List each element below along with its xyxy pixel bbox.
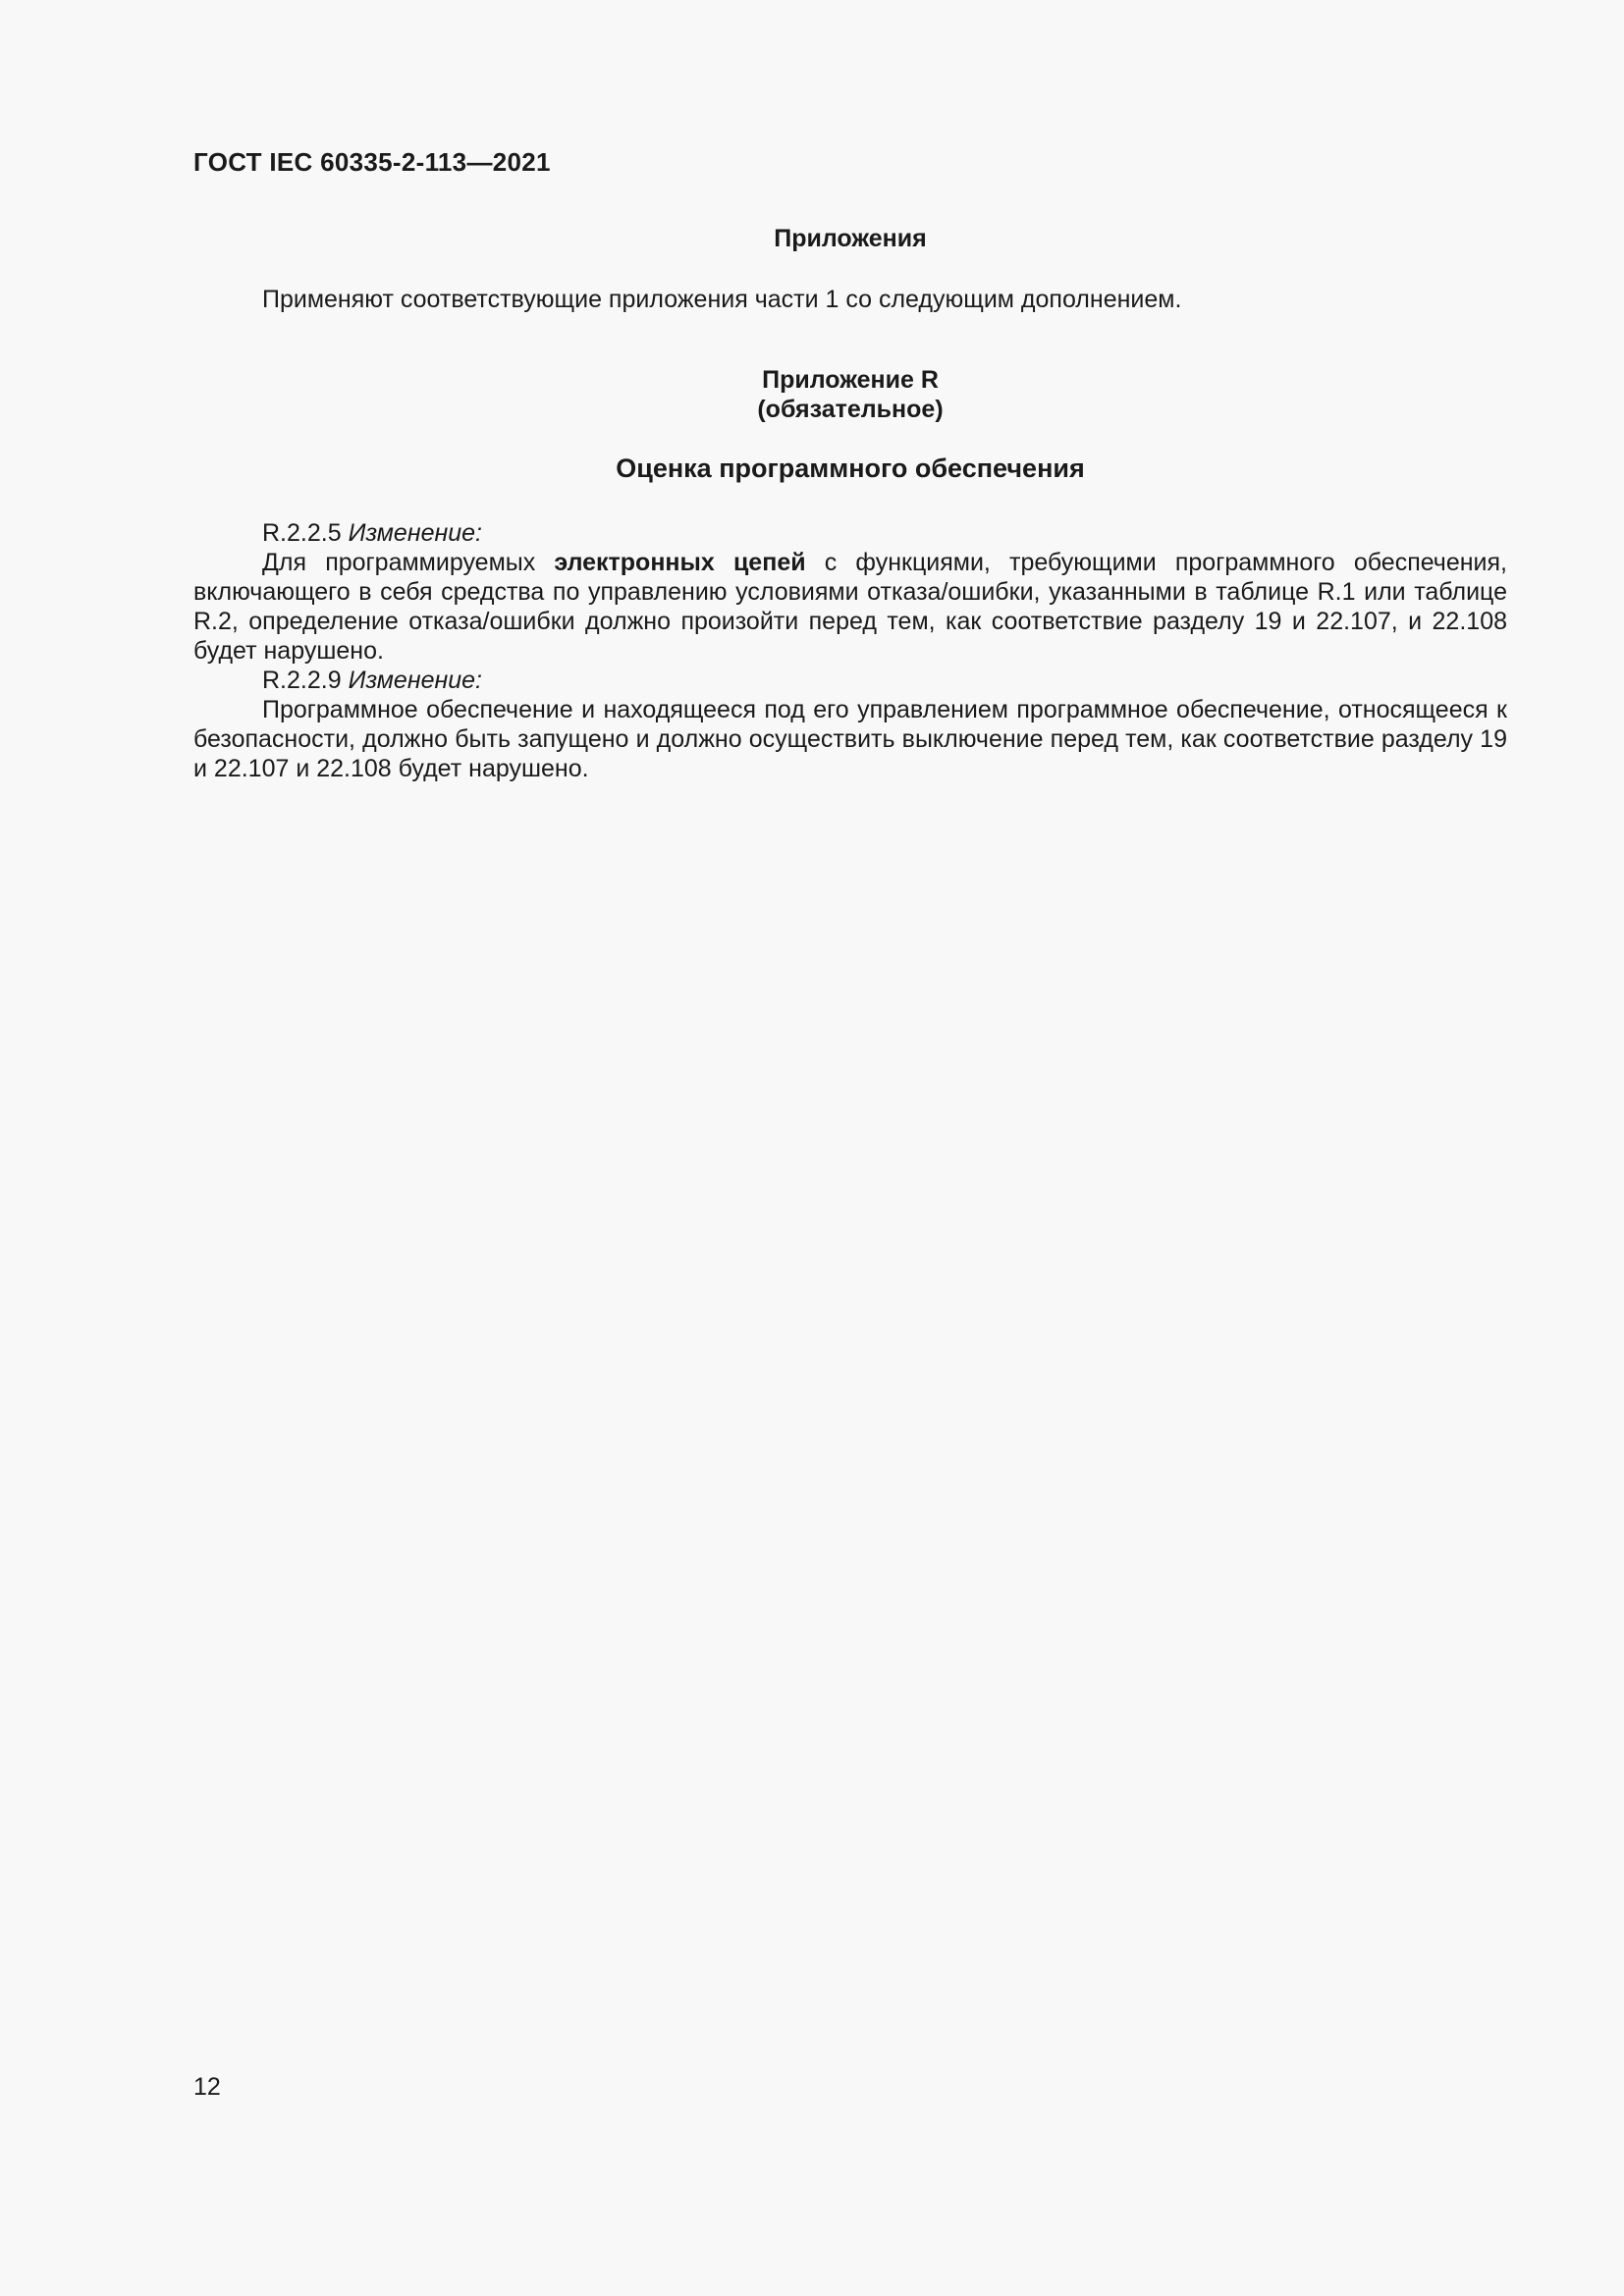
clause-number: R.2.2.9	[262, 667, 342, 694]
section-title: Оценка программного обеспечения	[616, 454, 1085, 483]
annex-status: (обязательное)	[757, 396, 944, 423]
clause-text-after: с функциями, требующими программного обеспечения, включающего в себя средства по управлению условиями отказа/ошибки, указанными в таблице R.1 или таблице R.2, определение отказа/ошибки должно произойти перед тем, как соответствие разделу 19 и 22.107, и 22.108 будет нарушено.	[193, 549, 1507, 665]
page-number: 12	[193, 2073, 221, 2101]
page-content	[193, 224, 1507, 783]
clause-number: R.2.2.5	[262, 519, 342, 547]
clause-number-line	[193, 518, 1507, 548]
clause-label: Изменение:	[348, 519, 483, 547]
clause-text	[193, 548, 1507, 666]
appendices-intro: Применяют соответствующие приложения части 1 со следующим дополнением.	[262, 286, 1182, 313]
document-standard-id: ГОСТ IEC 60335-2-113—2021	[193, 147, 551, 177]
clause-text: Программное обеспечение и находящееся под его управлением программное обеспечение, относящееся к безопасности, должно быть запущено и должно осуществить выключение перед тем, как соответствие разделу 19 и 22.107 и 22.108 будет нарушено.	[193, 696, 1507, 782]
clause-text-term: электронных цепей	[554, 549, 806, 576]
clause-number-line	[193, 666, 1507, 695]
clause-text-before: Для программируемых	[262, 549, 555, 576]
annex-title: Приложение R	[762, 366, 939, 394]
clause-label: Изменение:	[348, 667, 483, 694]
appendices-heading: Приложения	[774, 225, 927, 252]
